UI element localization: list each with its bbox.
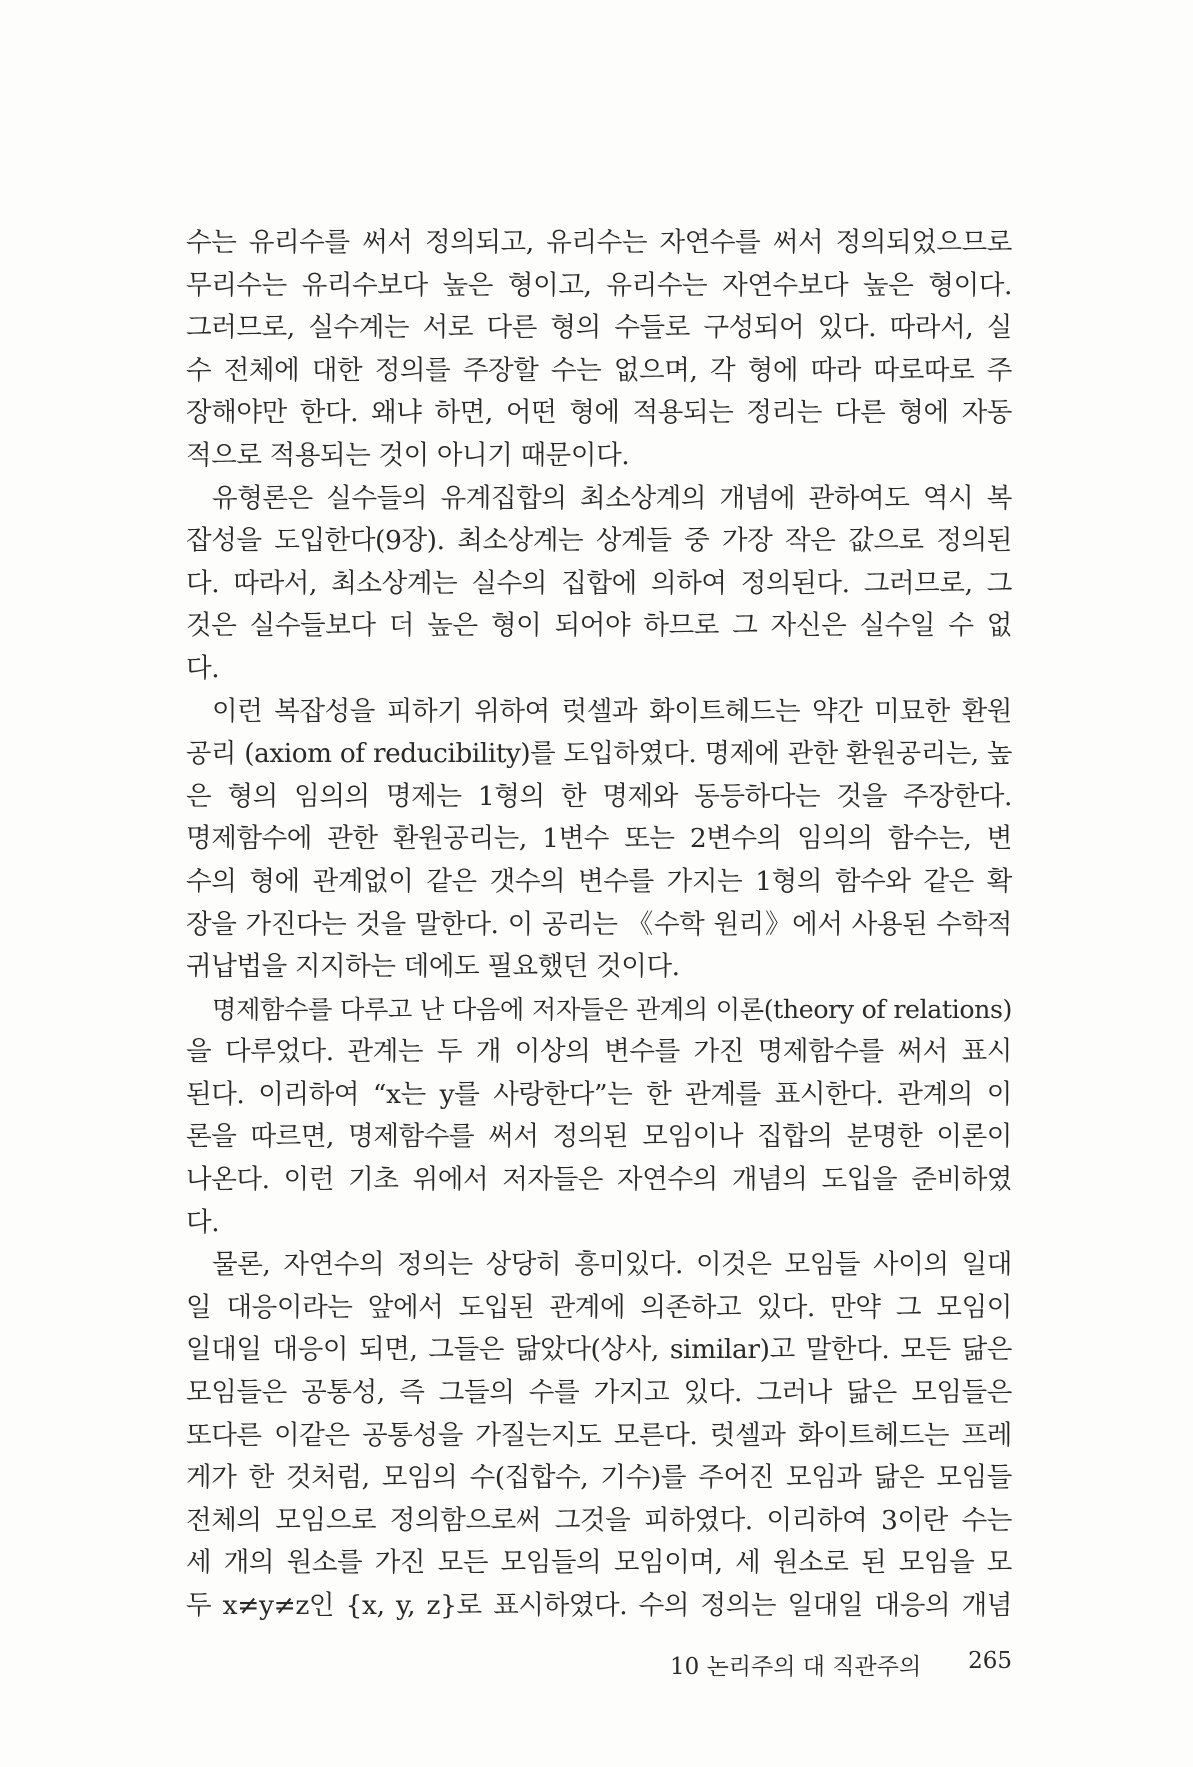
- text-line: 게가 한 것처럼, 모임의 수(집합수, 기수)를 주어진 모임과 닮은 모임들: [186, 1462, 1012, 1494]
- text-line: 것은 실수들보다 더 높은 형이 되어야 하므로 그 자신은 실수일 수 없: [186, 610, 1012, 642]
- text-line: 이런 복잡성을 피하기 위하여 럿셀과 화이트헤드는 약간 미묘한 환원: [212, 695, 1012, 727]
- text-line: 명제함수에 관한 환원공리는, 1변수 또는 2변수의 임의의 함수는, 변: [186, 823, 1012, 855]
- text-line: 또다른 이같은 공통성을 가질는지도 모른다. 럿셀과 화이트헤드는 프레: [186, 1419, 1012, 1451]
- text-line: 유형론은 실수들의 유계집합의 최소상계의 개념에 관하여도 역시 복: [212, 482, 1012, 514]
- text-line: 나온다. 이런 기초 위에서 저자들은 자연수의 개념의 도입을 준비하였: [186, 1164, 1012, 1196]
- text-line: 무리수는 유리수보다 높은 형이고, 유리수는 자연수보다 높은 형이다.: [186, 269, 1012, 301]
- text-line: 일대일 대응이 되면, 그들은 닮았다(상사, similar)고 말한다. 모든 닮은: [186, 1334, 1012, 1366]
- text-line: 다.: [186, 652, 220, 684]
- text-line: 장을 가진다는 것을 말한다. 이 공리는 《수학 원리》에서 사용된 수학적: [186, 908, 1012, 940]
- text-line: 두 x≠y≠z인 {x, y, z}로 표시하였다. 수의 정의는 일대일 대응의 개념: [186, 1590, 1012, 1621]
- text-line: 전체의 모임으로 정의함으로써 그것을 피하였다. 이리하여 3이란 수는: [186, 1504, 1012, 1536]
- text-line: 된다. 이리하여 “x는 y를 사랑한다”는 한 관계를 표시한다. 관계의 이: [186, 1078, 1012, 1110]
- text-line: 공리 (axiom of reducibility)를 도입하였다. 명제에 관한 환원공리는, 높: [186, 739, 1012, 770]
- text-line: 적으로 적용되는 것이 아니기 때문이다.: [186, 439, 630, 471]
- text-line: 은 형의 임의의 명제는 1형의 한 명제와 동등하다는 것을 주장한다.: [186, 780, 1012, 812]
- text-line: 론을 따르면, 명제함수를 써서 정의된 모임이나 집합의 분명한 이론이: [186, 1121, 1012, 1153]
- text-line: 명제함수를 다루고 난 다음에 저자들은 관계의 이론(theory of relations): [212, 994, 1012, 1024]
- running-chapter-title: 10 논리주의 대 직관주의: [670, 1654, 922, 1680]
- text-line: 수는 유리수를 써서 정의되고, 유리수는 자연수를 써서 정의되었으므로: [186, 227, 1012, 258]
- text-line: 그러므로, 실수계는 서로 다른 형의 수들로 구성되어 있다. 따라서, 실: [186, 312, 1012, 344]
- text-line: 수 전체에 대한 정의를 주장할 수는 없으며, 각 형에 따라 따로따로 주: [186, 354, 1012, 386]
- text-line: 다.: [186, 1206, 220, 1238]
- text-line: 장해야만 한다. 왜냐 하면, 어떤 형에 적용되는 정리는 다른 형에 자동: [186, 397, 1012, 429]
- text-line: 잡성을 도입한다(9장). 최소상계는 상계들 중 가장 작은 값으로 정의된: [186, 525, 1012, 557]
- text-line: 물론, 자연수의 정의는 상당히 흥미있다. 이것은 모임들 사이의 일대: [212, 1249, 1012, 1281]
- text-line: 다. 따라서, 최소상계는 실수의 집합에 의하여 정의된다. 그러므로, 그: [186, 567, 1012, 599]
- body-text: [186, 222, 1012, 1628]
- page-footer: [670, 1642, 1012, 1682]
- text-line: 귀납법을 지지하는 데에도 필요했던 것이다.: [186, 951, 680, 983]
- text-line: 일 대응이라는 앞에서 도입된 관계에 의존하고 있다. 만약 그 모임이: [186, 1291, 1012, 1323]
- text-line: 수의 형에 관계없이 같은 갯수의 변수를 가지는 1형의 함수와 같은 확: [186, 865, 1012, 897]
- text-line: 을 다루었다. 관계는 두 개 이상의 변수를 가진 명제함수를 써서 표시: [186, 1036, 1012, 1068]
- text-line: 세 개의 원소를 가진 모든 모임들의 모임이며, 세 원소로 된 모임을 모: [186, 1547, 1012, 1579]
- text-line: 모임들은 공통성, 즉 그들의 수를 가지고 있다. 그러나 닮은 모임들은: [186, 1377, 1012, 1409]
- page-number: 265: [968, 1648, 1012, 1674]
